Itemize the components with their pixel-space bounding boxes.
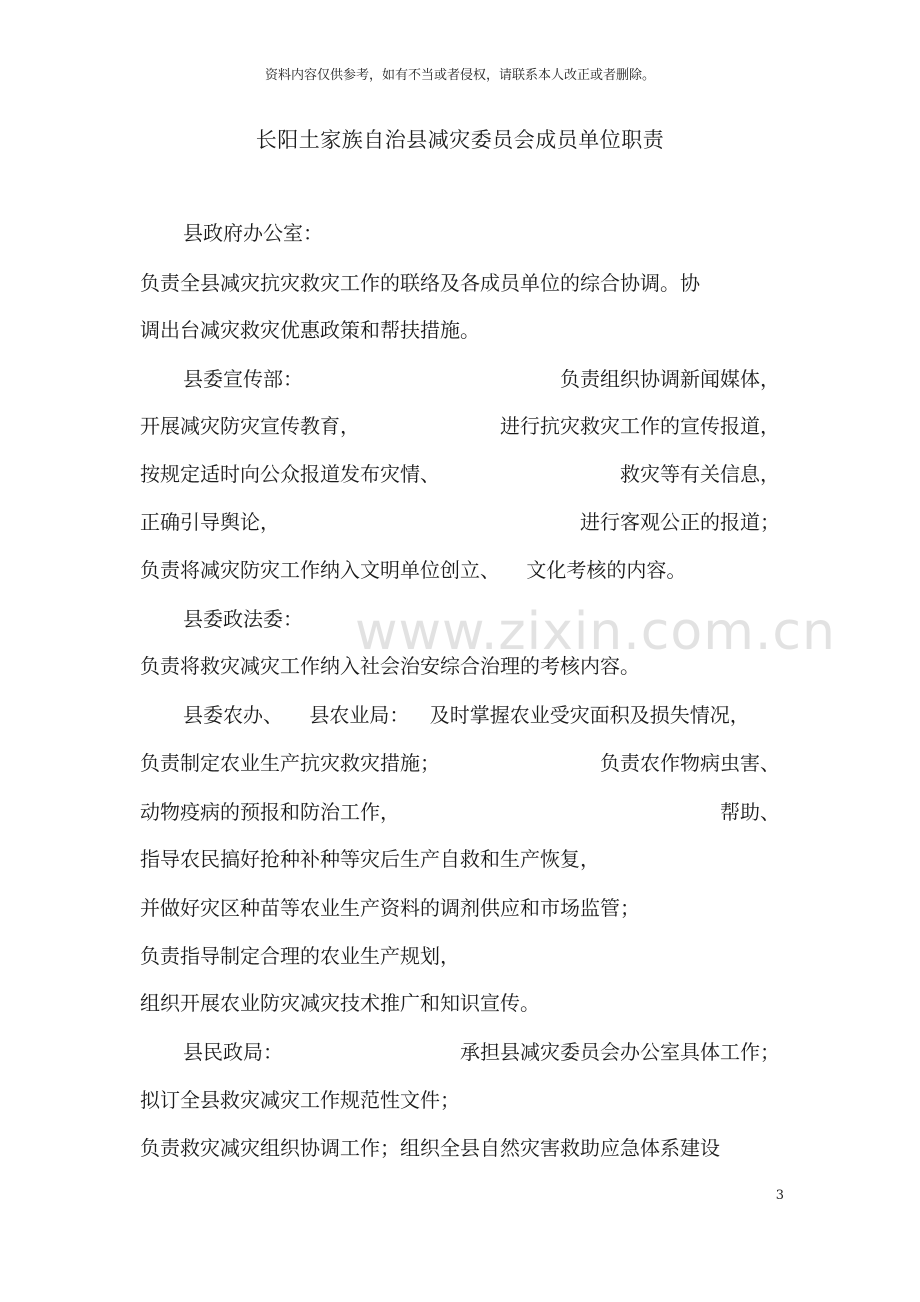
line-segment: 县政府办公室：	[183, 221, 323, 245]
line-segment: 及时掌握农业受灾面积及损失情况，	[429, 703, 750, 727]
text-line	[140, 651, 780, 681]
line-segment: 开展减灾防灾宣传教育，	[140, 414, 360, 438]
line-segment: 负责将救灾减灾工作纳入社会治安综合治理的考核内容。	[140, 654, 640, 678]
line-segment: 指导农民搞好抢种补种等灾后生产自救和生产恢复，	[140, 847, 600, 871]
line-segment: 并做好灾区种苗等农业生产资料的调剂供应和市场监管；	[140, 896, 640, 920]
line-segment: 负责全县减灾抗灾救灾工作的联络及各成员单位的综合协调。协	[140, 271, 700, 295]
line-segment: 负责组织协调新闻媒体，	[560, 367, 780, 391]
text-line	[140, 797, 780, 827]
line-segment: 拟订全县救灾减灾工作规范性文件；	[140, 1088, 460, 1112]
line-segment: 负责救灾减灾组织协调工作；组织全县自然灾害救助应急体系建设	[140, 1136, 720, 1160]
line-segment: 正确引导舆论，	[140, 510, 280, 534]
text-line	[140, 555, 780, 585]
text-line	[140, 1085, 780, 1115]
line-segment: 帮助、	[720, 800, 780, 824]
text-line	[140, 268, 780, 298]
text-line	[140, 844, 780, 874]
line-segment: 县委政法委：	[183, 607, 303, 631]
text-line	[140, 748, 780, 778]
line-segment: 负责将减灾防灾工作纳入文明单位创立、	[140, 558, 500, 582]
text-line	[183, 700, 780, 730]
text-line	[183, 364, 780, 394]
text-line	[183, 604, 780, 634]
line-segment: 县委农办、	[183, 703, 283, 727]
text-line	[140, 941, 780, 971]
text-line	[140, 893, 780, 923]
line-segment: 进行抗灾救灾工作的宣传报道，	[500, 414, 780, 438]
line-segment: 调出台减灾救灾优惠政策和帮扶措施。	[140, 318, 480, 342]
line-segment: 负责制定农业生产抗灾救灾措施；	[140, 751, 440, 775]
line-segment: 救灾等有关信息，	[620, 462, 780, 486]
line-segment: 文化考核的内容。	[526, 558, 687, 582]
text-line	[140, 988, 780, 1018]
line-segment: 进行客观公正的报道；	[580, 510, 780, 534]
line-segment: 动物疫病的预报和防治工作，	[140, 800, 400, 824]
text-line	[140, 459, 780, 489]
line-segment: 承担县减灾委员会办公室具体工作；	[460, 1040, 780, 1064]
line-segment: 组织开展农业防灾减灾技术推广和知识宣传。	[140, 991, 540, 1015]
watermark: www.zixin.com.cn	[355, 602, 836, 662]
line-segment: 按规定适时向公众报道发布灾情、	[140, 462, 440, 486]
line-segment: 负责指导制定合理的农业生产规划，	[140, 944, 460, 968]
header-notice: 资料内容仅供参考，如有不当或者侵权，请联系本人改正或者删除。	[264, 68, 655, 83]
line-segment: 县民政局：	[183, 1040, 283, 1064]
line-segment: 县农业局：	[309, 703, 410, 727]
text-line	[140, 315, 780, 345]
document-title: 长阳土家族自治县减灾委员会成员单位职责	[255, 128, 665, 152]
line-segment: 负责农作物病虫害、	[600, 751, 780, 775]
text-line	[183, 218, 780, 248]
text-line	[140, 411, 780, 441]
text-line	[140, 1133, 780, 1163]
page-number: 3	[775, 1188, 784, 1203]
text-line	[183, 1037, 780, 1067]
text-line	[140, 507, 780, 537]
line-segment: 县委宣传部：	[183, 367, 303, 391]
